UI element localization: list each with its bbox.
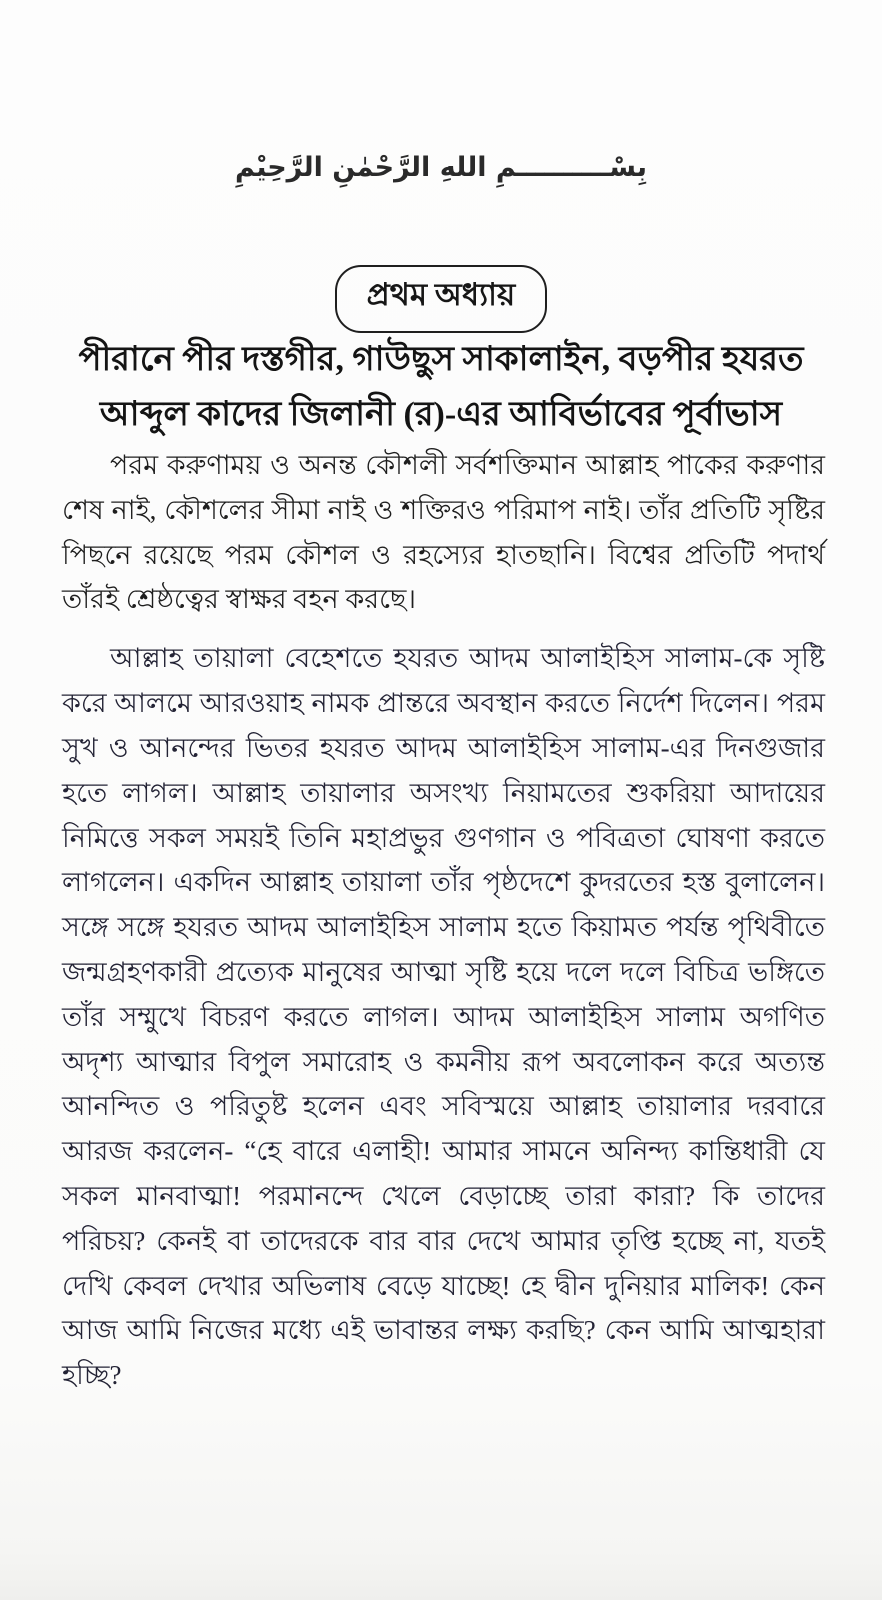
paragraph-2: আল্লাহ তায়ালা বেহেশতে হযরত আদম আলাইহিস সালাম-কে সৃষ্টি করে আলমে আরওয়াহ নামক প্রান্তরে অবস্থান করতে নির্দেশ দিলেন। পরম সুখ ও আনন্দের ভিতর হযরত আদম আলাইহিস সালাম-এর দিনগুজার হতে লাগল। আল্লাহ তায়ালার অসংখ্য নিয়ামতের শুকরিয়া আদায়ের নিমিত্তে সকল সময়ই তিনি মহাপ্রভুর গুণগান ও পবিত্রতা ঘোষণা করতে লাগলেন। একদিন আল্লাহ তায়ালা তাঁর পৃষ্ঠদেশে কুদরতের হস্ত বুলালেন। সঙ্গে সঙ্গে হযরত আদম আলাইহিস সালাম হতে কিয়ামত পর্যন্ত পৃথিবীতে জন্মগ্রহণকারী প্রত্যেক মানুষের আত্মা সৃষ্টি হয়ে দলে দলে বিচিত্র ভঙ্গিতে তাঁর সম্মুখে বিচরণ করতে লাগল। আদম আলাইহিস সালাম অগণিত অদৃশ্য আত্মার বিপুল সমারোহ ও কমনীয় রূপ অবলোকন করে অত্যন্ত আনন্দিত ও পরিতুষ্ট হলেন এবং সবিস্ময়ে আল্লাহ তায়ালার দরবারে আরজ করলেন- “হে বারে এলাহী! আমার সামনে অনিন্দ্য কান্তিধারী যে সকল মানবাত্মা! পরমানন্দে খেলে বেড়াচ্ছে তারা কারা? কি তাদের পরিচয়? কেনই বা তাদেরকে বার বার দেখে আমার তৃপ্তি হচ্ছে না, যতই দেখি কেবল দেখার অভিলাষ বেড়ে যাচ্ছে! হে দ্বীন দুনিয়ার মালিক! কেন আজ আমি নিজের মধ্যে এই ভাবান্তর লক্ষ্য করছি? কেন আমি আত্মহারা হচ্ছি? xyxy=(62,643,825,1391)
page-title-line2: আব্দুল কাদের জিলানী (র)-এর আবির্ভাবের পূর্বাভাস xyxy=(99,396,783,434)
paragraph-1: পরম করুণাময় ও অনন্ত কৌশলী সর্বশক্তিমান আল্লাহ পাকের করুণার শেষ নাই, কৌশলের সীমা নাই ও শক্তিরও পরিমাপ নাই। তাঁর প্রতিটি সৃষ্টির পিছনে রয়েছে পরম কৌশল ও রহস্যের হাতছানি। বিশ্বের প্রতিটি পদার্থ তাঁরই শ্রেষ্ঠত্বের স্বাক্ষর বহন করছে। xyxy=(62,450,825,615)
chapter-badge-container xyxy=(0,265,882,333)
page-title-line1: পীরানে পীর দস্তগীর, গাউছুস সাকালাইন, বড়পীর হযরত xyxy=(78,341,804,378)
chapter-badge: প্রথম অধ্যায় xyxy=(335,265,548,333)
body-text-block xyxy=(62,443,825,1412)
bismillah-calligraphy: بِسْــــــــــمِ اللهِ الرَّحْمٰنِ الرَّحِيْمِ xyxy=(235,152,647,183)
page-title xyxy=(40,332,842,442)
